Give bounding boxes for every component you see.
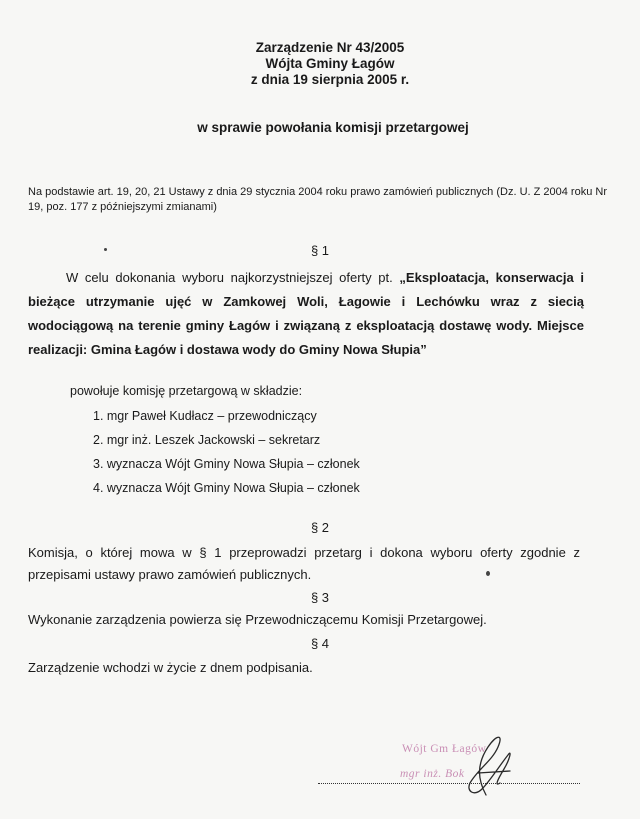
member-item: 3. wyznacza Wójt Gminy Nowa Słupia – członek	[93, 457, 360, 471]
handwritten-signature	[448, 725, 528, 805]
member-item: 2. mgr inż. Leszek Jackowski – sekretarz	[93, 433, 321, 447]
section-3-heading: § 3	[310, 590, 330, 605]
tender-title: „Eksploatacja, konserwacja i bieżące utrzymanie ujęć w Zamkowej Woli, Łagowie i Lechówku wraz z siecią wodociągową na terenie gminy Łagów i związaną z eksploatacją dostawę wody. Miejsce realizacji: Gmina Łagów i dostawa wody do Gminy Nowa Słupia”	[28, 270, 584, 357]
ordinance-date: z dnia 19 sierpnia 2005 r.	[250, 72, 410, 87]
document-header	[0, 40, 640, 88]
ordinance-subject: w sprawie powołania komisji przetargowej	[197, 120, 469, 135]
member-item: 1. mgr Paweł Kudłacz – przewodniczący	[93, 409, 317, 423]
stamp-title: Wójt Gm Łagów	[402, 743, 487, 755]
member-item: 4. wyznacza Wójt Gminy Nowa Słupia – członek	[93, 481, 360, 495]
section-1-heading: § 1	[310, 243, 330, 258]
ordinance-number: Zarządzenie Nr 43/2005	[255, 40, 405, 55]
commission-appointment: powołuje komisję przetargową w składzie:	[70, 384, 303, 398]
section-3-text: Wykonanie zarządzenia powierza się Przewodniczącemu Komisji Przetargowej.	[28, 612, 487, 627]
section-2-heading: § 2	[310, 520, 330, 535]
paper-speck	[486, 571, 490, 576]
section-4-heading: § 4	[310, 636, 330, 651]
paper-speck	[104, 248, 107, 251]
section-4-text: Zarządzenie wchodzi w życie z dnem podpisania.	[28, 660, 313, 675]
section-1-intro: W celu dokonania wyboru najkorzystniejszej oferty pt.	[66, 270, 393, 285]
section-2-text: Komisja, o której mowa w § 1 przeprowadzi przetarg i dokona wyboru oferty zgodnie z przepisami ustawy prawo zamówień publicznych.	[28, 545, 580, 582]
ordinance-authority: Wójta Gminy Łagów	[265, 56, 395, 71]
legal-basis: Na podstawie art. 19, 20, 21 Ustawy z dnia 29 stycznia 2004 roku prawo zamówień publicznych (Dz. U. Z 2004 roku Nr 19, poz. 177 z późniejszymi zmianami)	[28, 186, 607, 213]
stamp-name: mgr inż. Bok	[400, 768, 465, 780]
section-1-paragraph	[28, 266, 584, 362]
commission-members	[93, 404, 360, 500]
